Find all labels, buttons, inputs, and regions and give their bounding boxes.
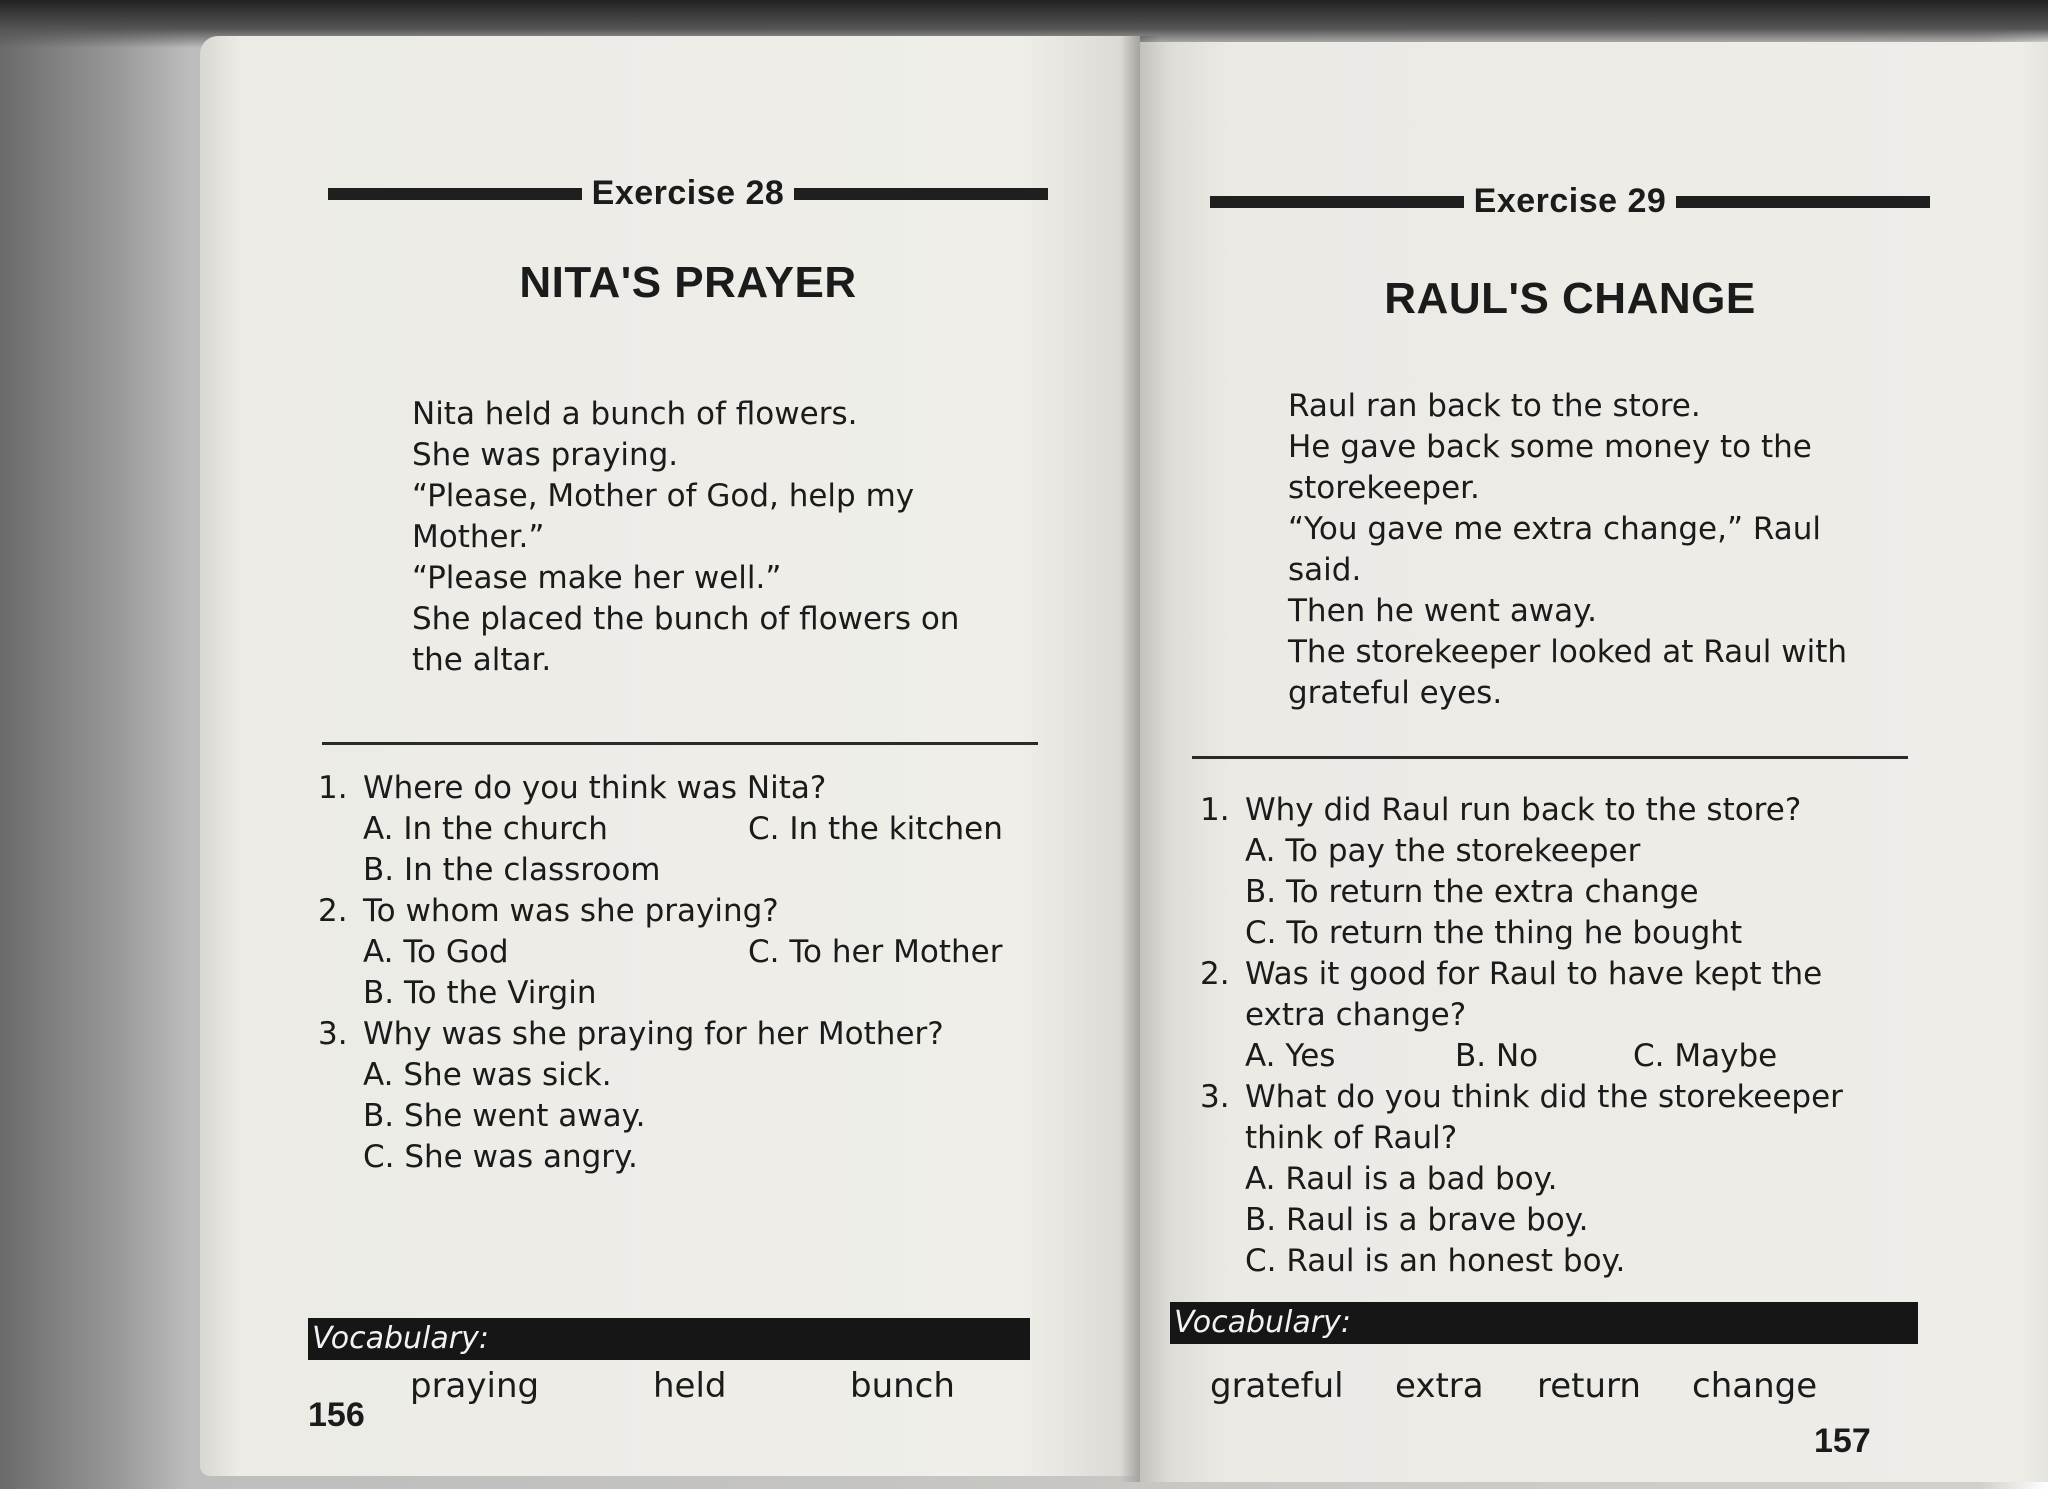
question-number: 3. (1200, 1079, 1230, 1115)
vocab-word: return (1537, 1366, 1641, 1406)
vocab-word: bunch (850, 1366, 955, 1406)
option: B. Raul is a brave boy. (1245, 1202, 1589, 1238)
option: A. She was sick. (363, 1057, 612, 1093)
exercise-label: Exercise 28 (591, 174, 785, 212)
question-1 (1200, 790, 1980, 954)
question-2 (1200, 954, 1980, 1077)
option: B. In the classroom (363, 852, 661, 888)
option: B. To the Virgin (363, 975, 597, 1011)
option: C. She was angry. (363, 1139, 638, 1175)
question-text-continued: extra change? (1245, 997, 1467, 1033)
header-rule-right (1676, 196, 1930, 208)
passage-line: Raul ran back to the store. (1288, 388, 1701, 424)
question-1 (318, 768, 1078, 891)
right-page (1140, 42, 2048, 1482)
option: C. In the kitchen (748, 811, 1003, 847)
story-title: NITA'S PRAYER (519, 258, 857, 307)
question-number: 3. (318, 1016, 348, 1052)
question-text-continued: think of Raul? (1245, 1120, 1458, 1156)
passage-line: She was praying. (412, 437, 679, 473)
header-rule-left (328, 188, 582, 200)
option: A. Yes (1245, 1038, 1336, 1074)
option: C. Maybe (1633, 1038, 1778, 1074)
passage-line: the altar. (412, 642, 552, 678)
page-number: 157 (1814, 1422, 1871, 1460)
passage-line: “Please make her well.” (412, 560, 782, 596)
option: B. No (1455, 1038, 1539, 1074)
option: B. To return the extra change (1245, 874, 1699, 910)
passage-line: Then he went away. (1288, 593, 1597, 629)
option: A. In the church (363, 811, 608, 847)
vocabulary-bar: Vocabulary: (308, 1318, 1030, 1360)
question-list (318, 768, 1078, 1178)
left-page (200, 36, 1140, 1476)
passage-line: “You gave me extra change,” Raul (1288, 511, 1822, 547)
story-passage (1288, 386, 1847, 714)
option: C. To her Mother (748, 934, 1003, 970)
vocab-word: change (1692, 1366, 1818, 1406)
passage-line: Nita held a bunch of flowers. (412, 396, 858, 432)
option: C. To return the thing he bought (1245, 915, 1743, 951)
vocab-word: extra (1395, 1366, 1484, 1406)
question-2 (318, 891, 1078, 1014)
option: A. Raul is a bad boy. (1245, 1161, 1558, 1197)
question-text: What do you think did the storekeeper (1245, 1079, 1843, 1115)
option: B. She went away. (363, 1098, 646, 1134)
page-number: 156 (308, 1396, 365, 1434)
question-list (1200, 790, 1980, 1282)
question-number: 1. (318, 770, 348, 806)
question-text: To whom was she praying? (363, 893, 779, 929)
question-text: Why was she praying for her Mother? (363, 1016, 944, 1052)
passage-line: The storekeeper looked at Raul with (1288, 634, 1847, 670)
question-number: 2. (1200, 956, 1230, 992)
question-text: Why did Raul run back to the store? (1245, 792, 1802, 828)
vocab-word: praying (410, 1366, 540, 1406)
exercise-29-header (1210, 182, 1930, 221)
question-text: Where do you think was Nita? (363, 770, 827, 806)
passage-line: said. (1288, 552, 1362, 588)
question-number: 2. (318, 893, 348, 929)
question-3 (1200, 1077, 1980, 1282)
vocab-word: grateful (1210, 1366, 1344, 1406)
vocabulary-words (410, 1366, 955, 1406)
vocabulary-words (1210, 1366, 1817, 1406)
passage-line: Mother.” (412, 519, 545, 555)
story-title: RAUL'S CHANGE (1384, 274, 1756, 323)
exercise-label: Exercise 29 (1473, 182, 1667, 220)
passage-line: “Please, Mother of God, help my (412, 478, 915, 514)
passage-line: storekeeper. (1288, 470, 1480, 506)
option: C. Raul is an honest boy. (1245, 1243, 1626, 1279)
story-passage (412, 394, 959, 681)
section-divider (322, 742, 1038, 745)
header-rule-right (794, 188, 1048, 200)
passage-line: grateful eyes. (1288, 675, 1503, 711)
question-3 (318, 1014, 1078, 1178)
section-divider (1192, 756, 1908, 759)
vocabulary-bar: Vocabulary: (1170, 1302, 1918, 1344)
option: A. To God (363, 934, 509, 970)
passage-line: She placed the bunch of flowers on (412, 601, 960, 637)
header-rule-left (1210, 196, 1464, 208)
exercise-28-header (328, 174, 1048, 213)
question-text: Was it good for Raul to have kept the (1245, 956, 1823, 992)
question-number: 1. (1200, 792, 1230, 828)
vocab-word: held (653, 1366, 727, 1406)
passage-line: He gave back some money to the (1288, 429, 1812, 465)
option: A. To pay the storekeeper (1245, 833, 1641, 869)
